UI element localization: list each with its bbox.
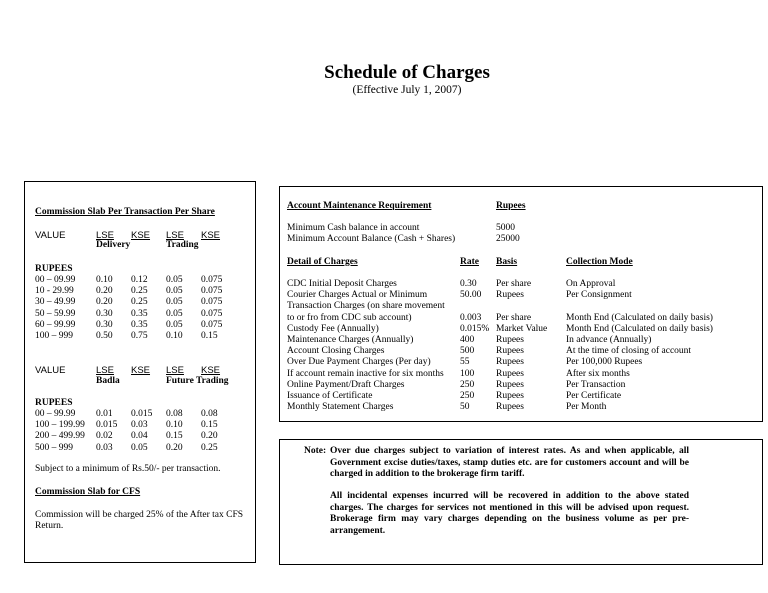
cfs-heading: Commission Slab for CFS bbox=[35, 487, 141, 497]
collection-mode-heading: Collection Mode bbox=[566, 257, 633, 267]
charges-row-cell: Rupees bbox=[496, 335, 524, 345]
kse-header: KSE bbox=[201, 230, 221, 241]
commission-heading: Commission Slab Per Transaction Per Share bbox=[35, 207, 215, 217]
charges-row-cell: 500 bbox=[460, 346, 475, 357]
charges-row-cell: Month End (Calculated on daily basis) bbox=[566, 323, 713, 334]
charges-row-cell: Maintenance Charges (Annually) bbox=[287, 335, 414, 345]
charges-row-cell: 0.015% bbox=[460, 323, 490, 334]
charges-row-cell: 100 bbox=[460, 368, 475, 379]
commission-row-cell: 10 - 29.99 bbox=[35, 286, 74, 297]
charges-row-cell: 50.00 bbox=[460, 290, 482, 301]
commission-row-cell: 100 – 999 bbox=[35, 331, 73, 341]
badla-row-cell: 0.015 bbox=[131, 409, 153, 419]
note-label: Note: bbox=[304, 446, 327, 456]
charges-row-cell: 0.30 bbox=[460, 279, 477, 289]
badla-row-cell: 200 – 499.99 bbox=[35, 431, 85, 442]
delivery-label: Delivery bbox=[96, 240, 131, 250]
lse-header: LSE bbox=[166, 230, 184, 241]
kse-header: KSE bbox=[201, 365, 221, 376]
charges-row-cell: Rupees bbox=[496, 368, 524, 379]
commission-row-cell: 0.075 bbox=[201, 319, 223, 330]
charges-row-cell: Per Month bbox=[566, 402, 607, 413]
charges-row-cell: Per Certificate bbox=[566, 391, 622, 401]
charges-row-cell: After six months bbox=[566, 368, 630, 379]
basis-heading: Basis bbox=[496, 257, 518, 267]
commission-row-cell: 0.35 bbox=[131, 319, 148, 330]
rupees-heading: Rupees bbox=[496, 201, 526, 211]
account-row-cell: 5000 bbox=[496, 223, 515, 233]
account-row-cell: 25000 bbox=[496, 234, 520, 245]
charges-row-cell: Rupees bbox=[496, 357, 524, 368]
account-heading: Account Maintenance Requirement bbox=[287, 201, 432, 211]
rupees-label: RUPEES bbox=[35, 264, 73, 274]
kse-header: KSE bbox=[131, 365, 151, 376]
charges-row-cell: In advance (Annually) bbox=[566, 335, 652, 345]
commission-row-cell: 0.075 bbox=[201, 275, 223, 285]
badla-row-cell: 0.15 bbox=[166, 431, 183, 442]
commission-row-cell: 0.075 bbox=[201, 286, 223, 297]
future-trading-label: Future Trading bbox=[166, 376, 229, 386]
commission-row-cell: 0.10 bbox=[166, 331, 183, 341]
commission-row-cell: 0.25 bbox=[131, 297, 148, 308]
commission-row-cell: 30 – 49.99 bbox=[35, 297, 76, 308]
badla-row-cell: 0.03 bbox=[96, 442, 113, 453]
badla-row-cell: 0.20 bbox=[166, 442, 183, 453]
trading-label: Trading bbox=[166, 240, 199, 250]
commission-row-cell: 0.50 bbox=[96, 331, 113, 341]
commission-row-cell: 0.05 bbox=[166, 286, 183, 297]
badla-row-cell: 0.25 bbox=[201, 442, 218, 453]
charges-row-cell: Per 100,000 Rupees bbox=[566, 357, 643, 368]
commission-row-cell: 60 – 99.99 bbox=[35, 319, 76, 330]
commission-row-cell: 0.35 bbox=[131, 308, 148, 319]
account-row-cell: Minimum Account Balance (Cash + Shares) bbox=[287, 234, 456, 245]
charges-row-cell: Custody Fee (Annually) bbox=[287, 323, 379, 334]
account-row-cell: Minimum Cash balance in account bbox=[287, 223, 420, 233]
commission-row-cell: 0.30 bbox=[96, 319, 113, 330]
page-subtitle: (Effective July 1, 2007) bbox=[352, 84, 462, 96]
badla-row-cell: 0.04 bbox=[131, 431, 148, 442]
charges-row-cell: Transaction Charges (on share movement bbox=[287, 301, 445, 312]
badla-row-cell: 0.05 bbox=[131, 442, 148, 453]
minimum-note: Subject to a minimum of Rs.50/- per transaction. bbox=[35, 464, 221, 474]
cfs-text: Commission will be charged 25% of the After tax CFS bbox=[35, 510, 244, 520]
charges-row-cell: 0.003 bbox=[460, 312, 482, 323]
badla-row-cell: 0.08 bbox=[201, 409, 218, 419]
charges-row-cell: On Approval bbox=[566, 279, 616, 289]
charges-row-cell: Rupees bbox=[496, 391, 524, 401]
badla-row-cell: 0.20 bbox=[201, 431, 218, 442]
badla-row-cell: 00 – 99.99 bbox=[35, 409, 76, 419]
lse-header: LSE bbox=[96, 230, 114, 241]
value-label: VALUE bbox=[35, 230, 66, 241]
commission-row-cell: 0.75 bbox=[131, 331, 148, 341]
charges-row-cell: 250 bbox=[460, 379, 475, 390]
charges-row-cell: Month End (Calculated on daily basis) bbox=[566, 312, 713, 323]
charges-row-cell: Courier Charges Actual or Minimum bbox=[287, 290, 428, 301]
commission-row-cell: 0.05 bbox=[166, 297, 183, 308]
badla-row-cell: 0.08 bbox=[166, 409, 183, 419]
lse-header: LSE bbox=[166, 365, 184, 376]
commission-row-cell: 00 – 09.99 bbox=[35, 275, 76, 285]
charges-row-cell: Monthly Statement Charges bbox=[287, 402, 394, 413]
charges-row-cell: Per share bbox=[496, 312, 532, 323]
commission-row-cell: 0.05 bbox=[166, 319, 183, 330]
badla-row-cell: 0.02 bbox=[96, 431, 113, 442]
commission-row-cell: 0.25 bbox=[131, 286, 148, 297]
charges-row-cell: 55 bbox=[460, 357, 470, 368]
rupees-label: RUPEES bbox=[35, 398, 73, 408]
charges-row-cell: Market Value bbox=[496, 323, 548, 334]
page-title: Schedule of Charges bbox=[324, 62, 490, 83]
charges-row-cell: Issuance of Certificate bbox=[287, 391, 373, 401]
note-paragraph-1: Over due charges subject to variation of interest rates. As and when applicable, all Government excise duties/taxes, stamp duties etc. are for customers account and will be charged in addition to the brokerage firm tariff. bbox=[330, 446, 689, 479]
lse-header: LSE bbox=[96, 365, 114, 376]
cfs-text: Return. bbox=[35, 521, 64, 531]
note-paragraph-2: All incidental expenses incurred will be recovered in addition to the above stated charges. The charges for services not mentioned in this will be advised upon request. Brokerage firm may vary charges depending on the business volume as per pre-arrangement. bbox=[330, 491, 689, 536]
badla-row-cell: 0.10 bbox=[166, 420, 183, 431]
commission-row-cell: 0.10 bbox=[96, 275, 113, 285]
commission-row-cell: 0.12 bbox=[131, 275, 148, 285]
commission-row-cell: 0.15 bbox=[201, 331, 218, 341]
charges-row-cell: Per Transaction bbox=[566, 379, 626, 390]
charges-row-cell: Per Consignment bbox=[566, 290, 632, 301]
commission-row-cell: 0.075 bbox=[201, 297, 223, 308]
commission-row-cell: 0.20 bbox=[96, 286, 113, 297]
badla-row-cell: 0.01 bbox=[96, 409, 113, 419]
commission-row-cell: 50 – 59.99 bbox=[35, 308, 76, 319]
badla-row-cell: 0.03 bbox=[131, 420, 148, 431]
charges-row-cell: Account Closing Charges bbox=[287, 346, 385, 357]
charges-row-cell: Over Due Payment Charges (Per day) bbox=[287, 357, 431, 368]
badla-row-cell: 0.15 bbox=[201, 420, 218, 431]
charges-row-cell: Per share bbox=[496, 279, 532, 289]
badla-row-cell: 100 – 199.99 bbox=[35, 420, 85, 431]
badla-row-cell: 500 – 999 bbox=[35, 442, 73, 453]
detail-heading: Detail of Charges bbox=[287, 257, 358, 267]
charges-row-cell: to or fro from CDC sub account) bbox=[287, 312, 412, 323]
charges-row-cell: CDC Initial Deposit Charges bbox=[287, 279, 397, 289]
badla-row-cell: 0.015 bbox=[96, 420, 118, 431]
charges-row-cell: At the time of closing of account bbox=[566, 346, 692, 357]
charges-row-cell: 50 bbox=[460, 402, 470, 413]
charges-row-cell: Rupees bbox=[496, 346, 524, 357]
charges-row-cell: 400 bbox=[460, 335, 475, 345]
commission-row-cell: 0.05 bbox=[166, 308, 183, 319]
charges-row-cell: If account remain inactive for six months bbox=[287, 368, 444, 379]
kse-header: KSE bbox=[131, 230, 151, 241]
commission-row-cell: 0.075 bbox=[201, 308, 223, 319]
charges-row-cell: Rupees bbox=[496, 402, 524, 413]
commission-row-cell: 0.30 bbox=[96, 308, 113, 319]
commission-row-cell: 0.20 bbox=[96, 297, 113, 308]
charges-row-cell: Rupees bbox=[496, 379, 524, 390]
rate-heading: Rate bbox=[460, 257, 479, 267]
charges-row-cell: Online Payment/Draft Charges bbox=[287, 379, 405, 390]
commission-row-cell: 0.05 bbox=[166, 275, 183, 285]
charges-row-cell: 250 bbox=[460, 391, 475, 401]
badla-label: Badla bbox=[96, 376, 120, 386]
charges-row-cell: Rupees bbox=[496, 290, 524, 301]
value-label: VALUE bbox=[35, 365, 66, 376]
